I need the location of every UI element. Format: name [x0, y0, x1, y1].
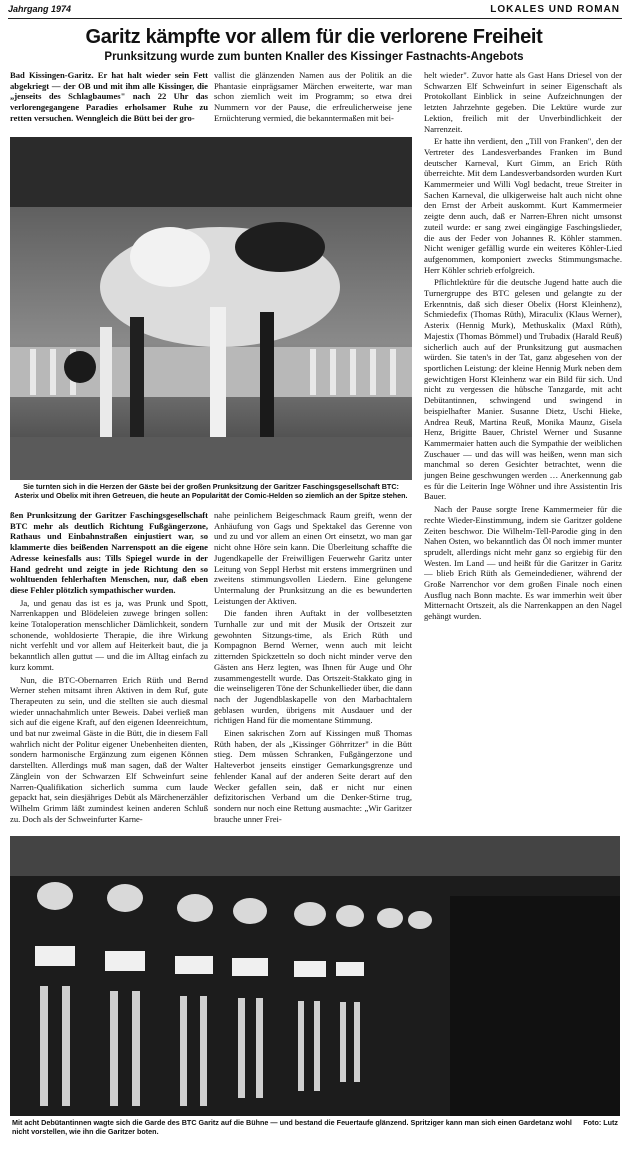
right-paragraph-4: Nach der Pause sorgte Irene Kammermeier für die rechte Wieder-Einstimmung, indem sie Garitzer goldene Zeiten beschwor. Die Wilhelm-Tell-Parodie ging in den Nahen Osten, wo bekanntlich das Öl noch immer munter sprudelt, allerdings nicht mehr ganz so ergiebig für den Westen. Im Land — und heißt für die Garitzer in Garitz — blieb Erich Rüth als Gemeindediener, während der Große Narrenchor vor dem großen Finale noch einen Ausflug nach Bonn machte. Es war immerhin weit über Mitternacht Ortszeit, als die Narrenkappen an den Nagel gehängt wurden.	[424, 504, 622, 622]
lower-middle-column	[214, 510, 412, 832]
lower-mid-paragraph-3: Einen sakrischen Zorn auf Kissingen muß Thomas Rüth haben, der als „Kissinger Göhrritzer" in die Bütt stieg. Dem müssen Schranken, Fußgängerzone und Halteverbot jenseits einstiger Gemarkungsgrenze und fehlender Kanal auf der anderen Seite derart auf den Wecker gefallen sein, daß er nicht nur einen defizitorischen Verband um die Denker-Stirne trug, sondern nur noch eine Rettung ausmachte: „Wir Garitzer brauche unner Frei-	[214, 728, 412, 824]
lead-continuation	[214, 70, 412, 136]
headline: Garitz kämpfte vor allem für die verlorene Freiheit	[85, 26, 543, 48]
lead-paragraph: Bad Kissingen-Garitz. Er hat halt wieder sein Fett abgekriegt — der OB und mit ihm alle Kissinger, die „jenseits des Schlagbaumes" nach 22 Uhr das verlorengegangene Paradies erholsamer Ruhe zu retten versuchen. Wenngleich die Bütt bei der gro-	[10, 70, 208, 123]
right-paragraph-3: Pflichtlektüre für die deutsche Jugend hatte auch die Turnergruppe des BTC gelesen und gelangte zu der Erkenntnis, daß sich dieser Obelix (Horst Kleinhenz), Schmiedefix (Thomas Rüth), Miraculix (Klaus Werner), Asterix (Hennig Murk), Methuskalix (Maxl Rüth), Majestix (Thomas Bömmel) und Trubadix (Harald Reuß) sicherlich auch auf der Prunksitzung gut ausmachen würden. Sie taten's in der Tat, ganz abgesehen von der sportlichen Leistung: der kleine Hennig Murk neben dem gewichtigen Horst Kleinhenz war ein Bild für sich. Und nicht zu vergessen die hübsche Tanzgarde, mit acht Debütantinnen, schwingend und swingend in beispielhafter Manier. Susanne Dietz, Uschi Hieke, Andrea Reuß, Martina Reuß, Monika Maunz, Gisela Henz, Brigitte Bauer, Christel Werner und Susanne Kammermaier hatten auch die Sympathie der weiblichen Zuschauer — und das will was heißen, wenn man sich manchmal so deren Gesichter betrachtet, wenn die jungen Beine geschwungen werden … Anerkennung gab es für die Leiterin Inge Wöhner und ihre Assistentin Iris Bauer.	[424, 277, 622, 502]
right-column	[424, 70, 622, 726]
subheadline: Prunksitzung wurde zum bunten Knaller des Kissinger Fastnachts-Angebots	[104, 51, 524, 63]
photo-acrobats-image	[10, 137, 412, 480]
lower-mid-paragraph-2: Die fanden ihren Auftakt in der vollbesetzten Turnhalle zur und mit der Musik der Ortszeit zur gewohnten Sitzungs-time, als Erich Rüth und Kompagnon Bernd Werner, wenn auch mit leicht zitternden Spickzetteln so doch nicht minder verve den Gästen ans Herz legten, was Ihnen für Auge und Ohr zusammengestellt wurde. Das Ortszeit-Stakkato ging in die weinseligeren Töne der Schunkellieder über, die dann nach der Jugendblaskapelle von den Marbachtalern geblasen wurden, übrigens mit Ausdauer und der richtigen Hand für die momentane Stimmung.	[214, 608, 412, 726]
lower-left-paragraph-2: Ja, und genau das ist es ja, was Prunk und Spott, Narrenkappen und Blödeleien zuwege bringen sollen: keine Totaloperation menschlicher Dämlichkeit, sondern schonende, wohldosierte Therapie, die ihre Wirkung nicht verfehlt und vor allem auf Heiterkeit baut, die ja bekanntlich allen guttut — und die im Alltag einfach zu kurz kommt.	[10, 597, 208, 672]
lead-continuation-text: vallist die glänzenden Namen aus der Politik an die Phantasie einprägsamer Märchen erweiterte, war man schon ziemlich weit im Programm; so etwa drei Nummern vor der Pause, die erfreulicherweise jene Ernüchterung vermied, die bekanntermaßen mit bei-	[214, 70, 412, 123]
right-paragraph-1: helt wieder". Zuvor hatte als Gast Hans Driesel von der Schwarzen Elf Schweinfurt in seiner Eigenschaft als Protokollant Einblick in seine Aufzeichnungen der letzten Jahrzehnte gegeben. Die Lektüre wurde zur Lektion, freilich mit der Unverbindlichkeit der Narrenzeit.	[424, 70, 622, 134]
section-title: LOKALES UND ROMAN	[490, 4, 620, 15]
lead-column	[10, 70, 208, 136]
caption-photo-acrobats: Sie turnten sich in die Herzen der Gäste bei der großen Prunksitzung der Garitzer Faschingsgesellschaft BTC: Asterix und Obelix mit ihren Getreuen, die heute an Popularität der Comic-Helden so ziemlich an der Spitze stehen.	[14, 482, 408, 500]
header-rule	[8, 18, 622, 19]
photo-credit: Foto: Lutz	[583, 1118, 618, 1127]
lower-left-column	[10, 510, 208, 832]
photo-dance-garde-image	[10, 836, 620, 1116]
page-header	[8, 4, 620, 16]
caption-photo-dance	[12, 1118, 618, 1136]
photo-acrobats	[10, 137, 412, 480]
lower-left-paragraph-1: ßen Prunksitzung der Garitzer Faschingsgesellschaft BTC mehr als deutlich Richtung Fußgängerzone, Rathaus und Einbahnstraßen einjustiert war, so klammerte dies beißenden Narrenspott an die eigene Adresse keinesfalls aus: Tills Spiegel wurde in der Hand gedreht und zeigte in jede Richtung den so wohltuenden fehlerhaften Menschen, nur, daß eben diese Fehler plötzlich sympathischer wurden.	[10, 510, 208, 595]
right-paragraph-2: Er hatte ihn verdient, den „Till von Franken", den der Vertreter des Landesverbandes Franken im Bund deutscher Karneval, Kurt Gimm, an Erich Rüth überreichte. Mit dem Landesverbandsorden wurden Kurt Kammermeier und Willi Vogl bedacht, treue Streiter in Sachen Karneval, die ulkigerweise halt auch nicht ohne den Ernst der Arbeit auskommt. Kurt Kammermeier zeigte denn auch, daß er Narren-Ehren nicht umsonst zuteil wurde: er sang zwei eingängige Faschingslieder, die aus der Feder von Johannes R. Köhler stammen. Nicht weniger gefällig wurde ein weiteres Köhler-Lied aufgenommen, komponiert zwecks Stimmungsmache. Herr Köhler schrieb erfolgreich.	[424, 136, 622, 275]
issue-year: Jahrgang 1974	[8, 4, 72, 14]
photo-dance-garde	[10, 836, 620, 1116]
lower-mid-paragraph-1: nahe peinlichem Beigeschmack Raum greift, wenn der Anhäufung von Gags und Spektakel das Gerenne von und zu und vor allem an einen Ort einsetzt, wo man gar nicht ohne Höre sein kann. Die Überleitung schaffte die Jugendkapelle der Freiwilligen Feuerwehr Garitz unter Leitung von Seppl Herbst mit erstens immergrünen und zweitens stimmungsvollen Liedern. Eine gelungene Untermalung der Prunksitzung an die es bewunderten Leistungen der Aktiven.	[214, 510, 412, 606]
lower-left-paragraph-3: Nun, die BTC-Obernarren Erich Rüth und Bernd Werner stehen mitsamt ihren Aktiven in dem Ruf, gute Therapeuten zu sein, und die stellten sie auch diesmal wieder unnachahmlich unter Beweis. Dabei verließ man sich auf die eigene Kraft, auf den eigenen Ideenreichtum, und bat nur zweimal Gäste in die Bütt, die in diesem Fall wahrlich nicht der Politur eigener Unebenheiten dienten, sondern harmonische Ergänzung zum eigenen Können darstellten. Allerdings muß man sagen, daß der Walter Zänglein von der Schwarzen Elf Schweinfurt seine Narren-Qualifikation sicherlich summa cum laude gepackt hat, sein diesjähriges Debüt als Märchenerzähler Wilhelm Grimm läßt zumindest keinen anderen Schluß zu. Doch als der Schweinfurter Karne-	[10, 674, 208, 824]
caption-photo-dance-text: Mit acht Debütantinnen wagte sich die Garde des BTC Garitz auf die Bühne — und bestand die Feuertaufe glänzend. Spritziger kann man sich einen Gardetanz wohl nicht vorstellen, wie ihn die Garitzer boten.	[12, 1118, 572, 1136]
